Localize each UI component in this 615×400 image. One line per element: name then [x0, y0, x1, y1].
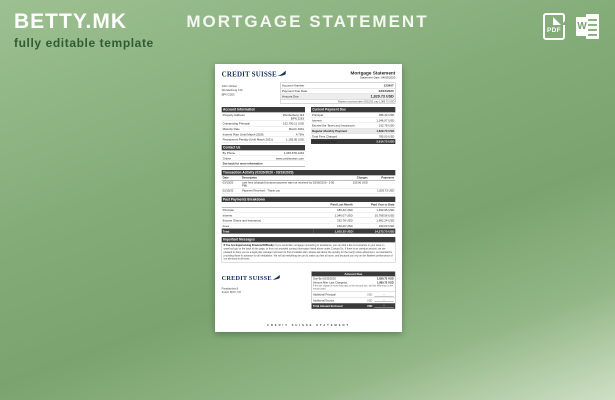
download-actions — [543, 13, 599, 40]
row-value: 4.75% — [295, 132, 304, 136]
amount-due-box — [311, 271, 395, 309]
row-value: 186.40 USD — [378, 113, 395, 117]
recipient-name: John Citizen — [221, 84, 238, 88]
pp-month: 186.40 USD — [314, 207, 354, 212]
bank-city: Zurich 8070, CH — [221, 290, 242, 294]
credit-suisse-wordmark: CREDIT SUISSE — [221, 69, 277, 78]
document-footer: CREDIT SUISSE STATEMENT — [266, 323, 351, 327]
past-payments-section — [222, 197, 396, 234]
row-value: 1,195.95 USD — [286, 137, 304, 142]
row-value-2: BPN 2263 — [290, 116, 304, 120]
amount-due-box-title: Amount Due — [312, 272, 395, 277]
bank-address — [222, 287, 306, 294]
row-value: 03/15/2020 — [378, 89, 394, 93]
credit-suisse-logo-slip — [222, 275, 280, 282]
row-value: 1,829.73 USD — [376, 129, 395, 133]
col-header-description: Description — [241, 175, 341, 180]
row-value: 1,346.07 USD — [376, 118, 395, 122]
table-row — [222, 137, 305, 142]
pdf-download-icon[interactable] — [543, 13, 565, 40]
row-value: Wunderberg 113 — [282, 113, 304, 117]
pp-total-ytd: 14,273.75 USD — [354, 229, 396, 234]
pp-total-label: Total — [222, 229, 314, 234]
tx-payment — [369, 180, 396, 188]
total-amount-enclosed-field[interactable] — [312, 303, 395, 308]
row-label: Online — [222, 156, 231, 160]
pp-ytd: 10,768.56 USD — [354, 213, 396, 218]
row-value: 2,614.73 USD — [376, 139, 395, 144]
tx-date: 03/15/20 — [222, 188, 241, 193]
row-label: Maturity Date — [222, 127, 240, 131]
sail-icon — [277, 70, 286, 76]
document-title: Mortgage Statement — [350, 69, 396, 76]
row-label: Interest Rate (Until March 2029) — [222, 132, 264, 136]
row-label: Principal — [311, 113, 323, 117]
tx-date: 03/13/20 — [222, 180, 241, 188]
row-label: Due By 03/15/2020 — [312, 276, 336, 280]
pp-ytd: 1,862.24 USD — [354, 218, 396, 223]
col-header-date: Date — [222, 175, 241, 180]
document-preview — [215, 64, 402, 332]
tx-description: Payment Received - Thank you — [241, 188, 341, 193]
row-label: Amount Due — [281, 94, 299, 98]
phone-number: 1-345-678-1234 — [283, 151, 304, 155]
website-link: www.creditsuisse.com — [275, 156, 304, 160]
row-value: 123457 — [383, 83, 394, 88]
currency-unit: USD — [367, 293, 373, 297]
recipient-address — [222, 83, 274, 104]
recipient-street: Wunderberg 113 — [221, 88, 243, 92]
row-value: 162,790.11 USD — [283, 121, 304, 126]
pp-label: Interest — [222, 213, 314, 218]
tx-charge: 150.00 USD — [341, 180, 369, 188]
pp-label: Escrow (Taxes and Insurance) — [222, 218, 314, 223]
document-header — [222, 70, 396, 79]
important-messages-section — [222, 237, 396, 263]
row-value: 785.00 USD — [378, 134, 395, 138]
field-label: Additional Escrow — [312, 298, 335, 302]
write-in-box[interactable]: – — [374, 293, 393, 296]
credit-suisse-logo — [222, 70, 286, 78]
row-label: Account Number — [281, 83, 305, 88]
write-in-box[interactable]: – — [374, 299, 393, 302]
pp-month: 232.78 USD — [314, 218, 354, 223]
row-label: Escrow (for Taxes and Insurance) — [311, 123, 355, 128]
pp-ytd: 150.00 USD — [354, 223, 396, 228]
currency-unit: USD — [367, 304, 373, 308]
section-account-information: Account Information — [222, 107, 305, 112]
statement-date: Statement Date: 04/03/2020 — [359, 75, 396, 80]
pp-month: 150.00 USD — [314, 223, 354, 228]
page-title: MORTGAGE STATEMENT — [186, 12, 429, 31]
col-header-paid-last-month: Paid Last Month — [314, 202, 354, 207]
tx-charge — [341, 188, 369, 193]
row-label: Property Address — [222, 113, 245, 117]
pp-label: Principal — [222, 207, 314, 212]
field-label: Total Amount Enclosed — [312, 304, 343, 308]
payment-slip — [222, 271, 396, 309]
row-value: 1,989.73 USD — [376, 281, 394, 285]
right-column — [311, 107, 395, 167]
site-logo[interactable]: BETTY.MK — [14, 10, 127, 33]
row-label: Regular Monthly Payment — [311, 129, 348, 133]
word-icon-letter: W — [576, 17, 588, 36]
pp-ytd: 1,492.95 USD — [354, 207, 396, 212]
write-in-box[interactable]: – — [374, 304, 393, 307]
bank-street: Paradeplatz 8 — [221, 286, 239, 290]
messages-lead: If You Are Experiencing Financial Difficulty: — [223, 243, 275, 247]
see-back-note: See back for more information — [222, 161, 305, 167]
row-label: Total Fees Charged — [311, 134, 337, 138]
transaction-activity-section — [222, 170, 396, 193]
site-tagline: fully editable template — [14, 36, 154, 50]
row-value: 1,829.73 USD — [370, 94, 394, 99]
late-charge-note: If the late charge is more than paid on the amount due, add the difference to the amount paid. — [312, 284, 394, 291]
col-header-charges: Charges — [341, 175, 369, 180]
summary-box — [280, 83, 395, 104]
row-value: March 2031 — [288, 127, 304, 131]
pp-label: Fees — [222, 223, 314, 228]
pdf-icon-label: PDF — [547, 27, 561, 34]
recipient-zip: BPN 2263 — [221, 92, 235, 96]
col-header-payments: Payments — [369, 175, 396, 180]
word-download-icon[interactable] — [576, 14, 599, 39]
late-payment-note: Payment received after 03/15/20, pay 1,989.73 USD — [337, 100, 395, 104]
col-header-paid-ytd: Paid Year to Date — [354, 202, 396, 207]
pp-total-month: 1,915.25 USD — [314, 229, 354, 234]
section-transaction-activity: Transaction Activity (02/20/2020 - 03/19/2020) — [222, 170, 396, 175]
section-important-messages: Important Messages — [222, 237, 396, 242]
row-label: Outstanding Principal — [222, 121, 250, 126]
section-current-payment-due: Current Payment Due — [311, 107, 395, 112]
row-value: 232.78 USD — [378, 123, 395, 128]
row-label: Total Amount Due — [311, 139, 337, 144]
credit-suisse-wordmark: CREDIT SUISSE — [221, 274, 272, 282]
row-label: Amount After Late Charge(s) — [312, 281, 347, 285]
row-value: 1,829.73 USD — [376, 276, 394, 280]
tx-payment: 1,829.73 USD — [369, 188, 396, 193]
row-label: Payment Due Date — [281, 89, 308, 93]
left-column — [222, 107, 305, 167]
row-label: By Phone — [222, 151, 236, 155]
row-label: Interest — [311, 118, 322, 122]
tx-description: Late fees (charged because payment was not received by 03/16/2020 - 5:00 PM) — [241, 180, 341, 188]
table-row — [222, 112, 305, 121]
messages-body: If you would like mortgage counseling or assistance, you can find a list of counselors in your area on www.hud.gov or the back of this page, or from our provided contact information listed above under Contact Us. If there is an overdue amount, we are pleased to have you as a legal plan manager and want to find a feasible plan; please ask about the penalty for the (early) close adjustment, our standard is providing those in advance for all mediations. We will do everything we can to make you feel at home, and because you rely on the flawless performance of our services at all times. — [223, 243, 393, 261]
currency-unit: USD — [367, 298, 373, 302]
field-label: Additional Principal — [312, 293, 336, 297]
section-past-payments: Past Payments Breakdown — [222, 197, 396, 202]
row-label: Prepayment Penalty (Until March 2021) — [222, 137, 273, 142]
section-contact-us: Contact Us — [222, 145, 305, 150]
sail-icon — [272, 275, 280, 280]
pp-month: 1,346.07 USD — [314, 213, 354, 218]
total-amount-due-row — [311, 139, 395, 144]
